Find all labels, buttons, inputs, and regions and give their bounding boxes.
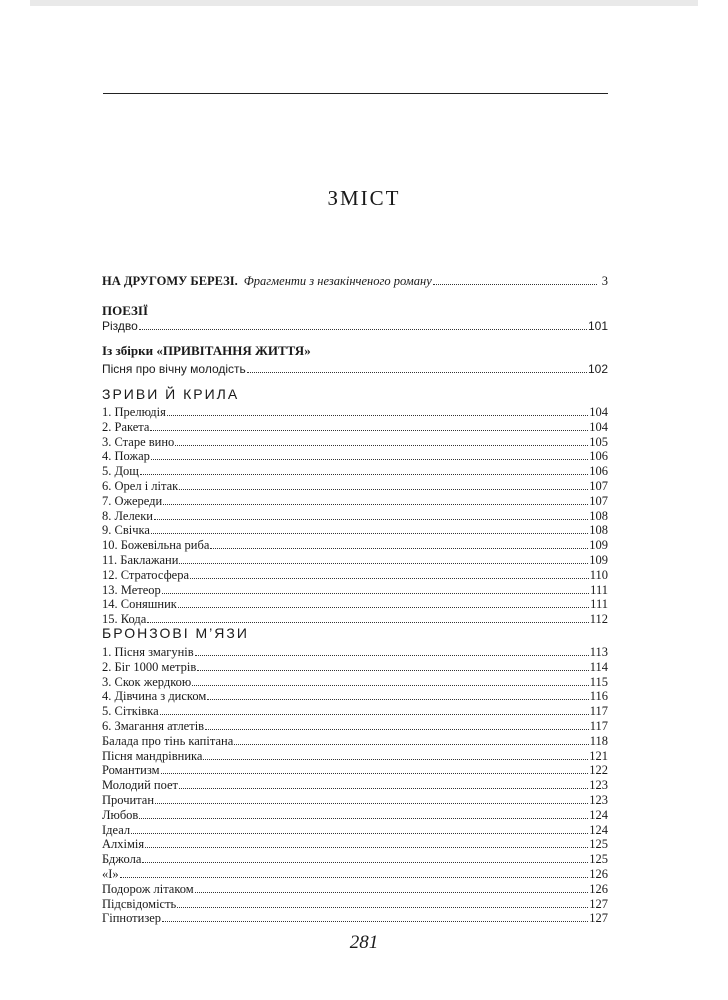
dot-leader xyxy=(142,851,588,863)
dot-leader xyxy=(150,419,588,431)
dot-leader xyxy=(234,733,588,745)
toc-entry-title: 8. Лелеки xyxy=(102,508,153,523)
toc-entry-title: Романтизм xyxy=(102,763,160,778)
toc-entry[interactable] xyxy=(102,792,608,807)
toc-entry[interactable] xyxy=(102,659,608,674)
toc-entry-page: 112 xyxy=(589,612,608,627)
toc-entry[interactable] xyxy=(102,866,608,881)
toc-entry-title: Балада про тінь капітана xyxy=(102,733,234,748)
toc-entry[interactable] xyxy=(102,552,608,567)
toc-entry-page: 124 xyxy=(589,807,608,822)
first-entry-page: 3 xyxy=(601,274,608,288)
dot-leader xyxy=(192,674,588,686)
toc-entry-page: 125 xyxy=(589,852,608,867)
toc-entry-page: 115 xyxy=(589,674,608,689)
toc-entry-page: 110 xyxy=(589,567,608,582)
dot-leader xyxy=(163,493,588,505)
toc-entry[interactable] xyxy=(102,567,608,582)
dot-leader xyxy=(190,567,589,579)
dot-leader xyxy=(179,478,588,490)
toc-entry-page: 106 xyxy=(589,464,608,479)
toc-entry[interactable] xyxy=(102,537,608,552)
toc-entry[interactable] xyxy=(102,910,608,925)
dot-leader xyxy=(161,762,589,774)
dot-leader xyxy=(154,508,588,520)
dot-leader xyxy=(195,881,589,893)
toc-entry-page: 108 xyxy=(589,523,608,538)
dot-leader xyxy=(203,748,588,760)
toc-entry-title: 4. Пожар xyxy=(102,449,150,464)
page-number: 281 xyxy=(349,932,379,953)
dot-leader xyxy=(162,910,588,922)
toc-entry[interactable] xyxy=(102,807,608,822)
toc-entry-first[interactable] xyxy=(102,273,608,288)
toc-entry-title: 7. Ожереди xyxy=(102,493,163,508)
dot-leader xyxy=(175,434,588,446)
toc-entry-page: 126 xyxy=(589,867,608,881)
dot-leader xyxy=(120,866,589,878)
header-rule xyxy=(103,93,608,94)
toc-entry[interactable] xyxy=(102,762,608,777)
page-title: ЗМІСТ xyxy=(327,186,401,210)
toc-entry-title: 5. Дощ xyxy=(102,464,139,479)
toc-entry-title: 6. Орел і літак xyxy=(102,479,179,493)
toc-entry[interactable] xyxy=(102,404,608,419)
dot-leader xyxy=(178,596,589,608)
toc-entry[interactable] xyxy=(102,688,608,703)
toc-entry-title: 2. Ракета xyxy=(102,419,150,434)
section-heading-poems: ПОЕЗІЇ xyxy=(102,303,149,318)
toc-entry[interactable] xyxy=(102,522,608,537)
dot-leader xyxy=(160,703,589,715)
toc-entry[interactable] xyxy=(102,703,608,718)
dot-leader xyxy=(151,522,588,534)
dot-leader xyxy=(210,537,588,549)
toc-entry-title: 14. Соняшник xyxy=(102,597,177,612)
toc-entry[interactable] xyxy=(102,448,608,463)
dot-leader xyxy=(179,552,588,564)
toc-entry-title: 12. Стратосфера xyxy=(102,567,190,582)
toc-entry[interactable] xyxy=(102,493,608,508)
toc-entry-page: 126 xyxy=(589,881,608,896)
toc-entry-page: 107 xyxy=(589,493,608,508)
dot-leader xyxy=(151,448,588,460)
toc-entry-page: 105 xyxy=(589,434,608,449)
dot-leader xyxy=(179,777,588,789)
toc-entry-title: 1. Пісня змагунів xyxy=(102,645,194,659)
dot-leader xyxy=(167,404,588,416)
dot-leader xyxy=(197,659,588,671)
toc-entry[interactable] xyxy=(102,463,608,478)
dot-leader xyxy=(177,896,588,908)
dot-leader xyxy=(195,644,589,656)
toc-entry-page: 127 xyxy=(589,911,608,926)
toc-entry[interactable] xyxy=(102,434,608,449)
dot-leader xyxy=(140,463,588,475)
toc-entry-title: Різдво xyxy=(102,319,138,333)
toc-entry[interactable] xyxy=(102,836,608,851)
toc-entry-title: 3. Скок жердкою xyxy=(102,674,192,689)
toc-entry-page: 104 xyxy=(589,419,608,434)
dot-leader xyxy=(139,318,587,330)
toc-entry-title: Бджола xyxy=(102,852,142,867)
dot-leader xyxy=(205,718,589,730)
toc-entry-page: 117 xyxy=(589,704,608,719)
toc-entry-page: 113 xyxy=(589,645,608,659)
toc-entry-title: Молодий поет xyxy=(102,778,178,793)
toc-entry-title: Гіпнотизер xyxy=(102,911,162,926)
toc-entry-page: 109 xyxy=(589,553,608,567)
toc-entry-title: Пісня мандрівника xyxy=(102,748,203,763)
toc-entry[interactable] xyxy=(102,896,608,911)
toc-entry[interactable] xyxy=(102,478,608,493)
toc-entry[interactable] xyxy=(102,508,608,523)
toc-entry-title: Алхімія xyxy=(102,837,145,852)
toc-entry-page: 104 xyxy=(589,405,608,419)
toc-entry-page: 111 xyxy=(590,582,608,597)
dot-leader xyxy=(139,807,588,819)
toc-entry-title: 2. Біг 1000 метрів xyxy=(102,659,197,674)
dot-leader xyxy=(147,611,588,623)
first-entry-title: НА ДРУГОМУ БЕРЕЗІ. xyxy=(102,274,238,288)
toc-entry-title: 6. Змагання атлетів xyxy=(102,719,205,733)
toc-entry-title: 5. Сітківка xyxy=(102,704,159,719)
toc-entry-page: 114 xyxy=(589,659,608,674)
dot-leader xyxy=(433,273,597,285)
first-entry-subtitle: Фрагменти з незакінченого роману xyxy=(243,274,432,288)
toc-entry[interactable] xyxy=(102,596,608,611)
dot-leader xyxy=(247,361,587,373)
toc-entry-page: 108 xyxy=(589,508,608,523)
toc-entry-page: 127 xyxy=(589,896,608,911)
toc-entry-page: 123 xyxy=(589,778,608,793)
toc-entry[interactable] xyxy=(102,361,608,376)
toc-entry-page: 117 xyxy=(589,719,608,733)
toc-entry[interactable] xyxy=(102,582,608,597)
toc-entry-title: 15. Кода xyxy=(102,612,147,627)
toc-entry-title: 13. Метеор xyxy=(102,582,161,597)
toc-entry-page: 122 xyxy=(589,763,608,778)
toc-entry-page: 123 xyxy=(589,793,608,807)
toc-entry-title: Любов xyxy=(102,807,139,822)
toc-entry[interactable] xyxy=(102,318,608,333)
toc-entry[interactable] xyxy=(102,777,608,792)
dot-leader xyxy=(155,792,588,804)
toc-entry-title: 3. Старе вино xyxy=(102,434,175,449)
toc-entry-page: 116 xyxy=(589,689,608,704)
toc-entry[interactable] xyxy=(102,611,608,626)
dot-leader xyxy=(131,822,588,834)
toc-entry-page: 107 xyxy=(589,479,608,493)
toc-entry[interactable] xyxy=(102,718,608,733)
section-heading-greeting: Із збірки «ПРИВІТАННЯ ЖИТТЯ» xyxy=(102,343,311,358)
toc-entry-title: 10. Божевільна риба xyxy=(102,538,210,553)
scan-top-edge xyxy=(30,0,698,6)
toc-entry-page: 111 xyxy=(590,597,608,612)
toc-entry-page: 118 xyxy=(589,733,608,748)
toc-entry-title: 4. Дівчина з диском xyxy=(102,689,207,704)
dot-leader xyxy=(207,688,588,700)
toc-entry-title: 1. Прелюдія xyxy=(102,405,166,419)
toc-entry-title: Пісня про вічну молодість xyxy=(102,362,246,376)
toc-entry-page: 125 xyxy=(589,837,608,852)
toc-entry-title: 11. Баклажани xyxy=(102,553,179,567)
section-heading-bronze: БРОНЗОВІ М’ЯЗИ xyxy=(102,625,249,641)
toc-entry[interactable] xyxy=(102,851,608,866)
toc-entry[interactable] xyxy=(102,644,608,659)
toc-entry-page: 106 xyxy=(589,449,608,464)
toc-entry-page: 124 xyxy=(589,822,608,837)
toc-entry[interactable] xyxy=(102,419,608,434)
toc-entry-title: Ідеал xyxy=(102,822,131,837)
toc-entry[interactable] xyxy=(102,748,608,763)
toc-entry-title: Прочитан xyxy=(102,793,155,807)
dot-leader xyxy=(145,836,588,848)
toc-entry-page: 102 xyxy=(587,362,608,376)
toc-entry[interactable] xyxy=(102,822,608,837)
toc-entry-title: «І» xyxy=(102,867,119,881)
toc-entry-title: Подорож літаком xyxy=(102,881,194,896)
toc-entry-page: 109 xyxy=(589,538,608,553)
toc-entry[interactable] xyxy=(102,674,608,689)
toc-entry[interactable] xyxy=(102,881,608,896)
toc-entry-page: 101 xyxy=(587,319,608,333)
section-heading-flights: ЗРИВИ Й КРИЛА xyxy=(102,386,240,402)
toc-entry-title: Підсвідомість xyxy=(102,896,177,911)
toc-entry[interactable] xyxy=(102,733,608,748)
toc-entry-title: 9. Свічка xyxy=(102,523,150,538)
dot-leader xyxy=(162,582,589,594)
toc-entry-page: 121 xyxy=(589,748,608,763)
